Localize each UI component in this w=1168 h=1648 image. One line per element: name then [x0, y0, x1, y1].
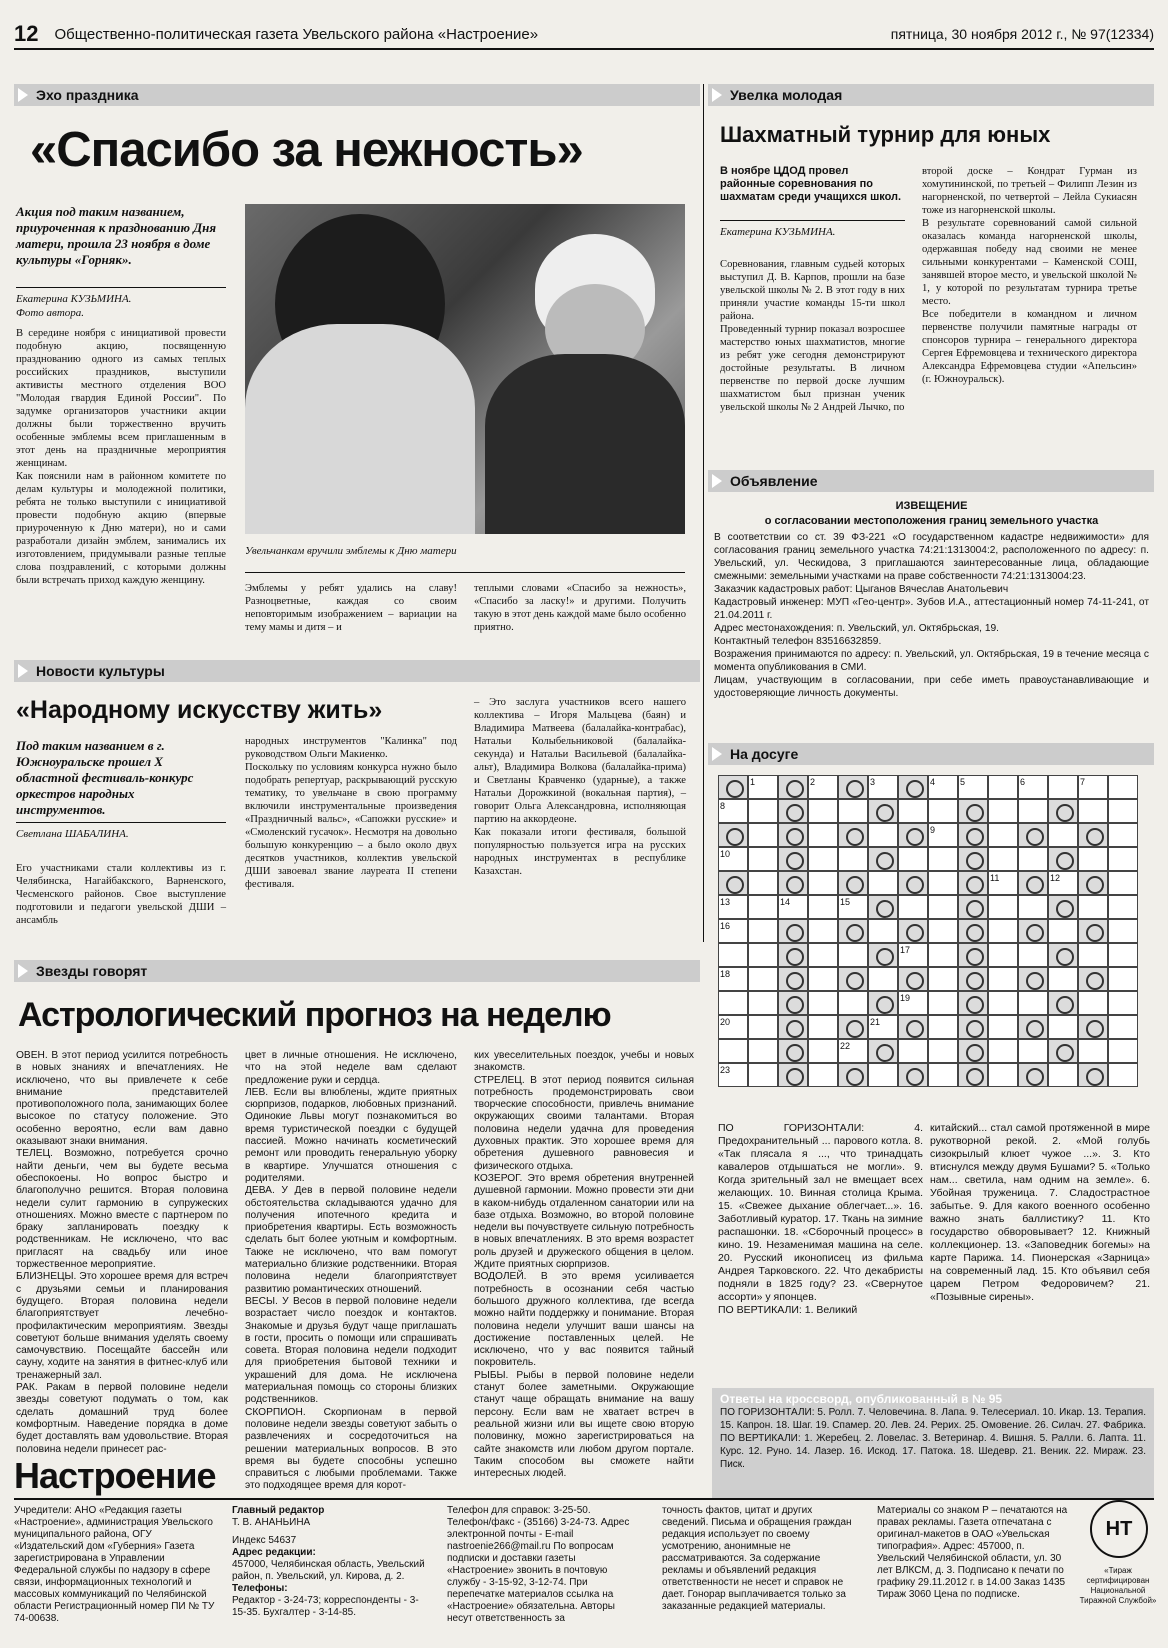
crossword-block-cell — [958, 847, 988, 871]
notice-title: ИЗВЕЩЕНИЕ — [895, 500, 968, 512]
crossword-numbered-cell[interactable]: 14 — [778, 895, 808, 919]
crossword-cell[interactable] — [988, 1063, 1018, 1087]
crossword-cell[interactable] — [808, 991, 838, 1015]
crossword-block-cell — [1078, 967, 1108, 991]
crossword-block-cell — [838, 967, 868, 991]
crossword-numbered-cell[interactable]: 13 — [718, 895, 748, 919]
rubric-culture: Новости культуры — [14, 660, 700, 682]
crossword-cell[interactable] — [1018, 895, 1048, 919]
circulation-seal-icon: НТ — [1090, 1500, 1148, 1558]
crossword-block-cell — [778, 967, 808, 991]
crossword-block-cell — [1048, 847, 1078, 871]
footer-contacts: Телефон для справок: 3-25-50. Телефон/факс - (35166) 3-24-73. Адрес электронной почты - E-mail nastroenie266@mail.ru По вопросам подписки и доставки газеты «Настроение» звонить в почтовую службу - 3-15-92, 3-12-74. При перепечатке материалов ссылка на «Настроение» обязательна. Авторы несут ответственность за — [447, 1505, 630, 1624]
boy-shirt — [245, 324, 475, 534]
crossword-block-cell — [958, 1063, 988, 1087]
crossword-numbered-cell[interactable]: 9 — [928, 823, 958, 847]
crossword-cell[interactable] — [928, 895, 958, 919]
rubric-astro: Звезды говорят — [14, 960, 700, 982]
crossword-cell[interactable] — [838, 991, 868, 1015]
astro-col1: ОВЕН. В этот период усилится потребность в новых знаниях и впечатлениях. Не исключено, что вы привлечете к себе внимание представителей противоположного пола, занимающих более высокое по статусу положение. Это особенно вероятно, если вам давно оказывают знаки внимания. ТЕЛЕЦ. Возможно, потребуется срочно найти деньги, чем вы будете весьма обеспокоены. Но вопрос быстро и благополучно решится. Вторая половина недели сулит гармонию в супружеских отношениях. Можно вместе с партнером по браку запланировать поездку к родственникам. Не исключено, что вас пригласят на свадьбу или иное торжественное мероприятие. БЛИЗНЕЦЫ. Это хорошее время для встреч с друзьями семьи и планирования будущего. Вторая половина недели благоприятствует лечебно-профилактическим мероприятиям. Звезды советуют больше внимания уделять своему самочувствию. Посещайте бассейн или сауну, ходите на занятия в фитнес-клуб или тренажерный зал. РАК. Ракам в первой половине недели звезды советуют подумать о том, как сделать домашний труд более комфортным. Наведение порядка в доме будет доставлять вам удовольствие. Вторая половина недели принесет рас- — [16, 1050, 228, 1455]
arrow-icon — [712, 474, 722, 488]
crossword-cell[interactable] — [988, 1015, 1018, 1039]
crossword-numbered-cell[interactable]: 7 — [1078, 775, 1108, 799]
issue-date: пятница, 30 ноября 2012 г., № 97(12334) — [890, 26, 1154, 42]
crossword-block-cell — [718, 823, 748, 847]
crossword-block-cell — [868, 943, 898, 967]
crossword-block-cell — [778, 1063, 808, 1087]
footer-editorial: Главный редактор Т. В. АНАНЬИНА Индекс 54637 Адрес редакции: 457000, Челябинская область, Увельский район, п. Увельский, ул. Кирова, д. 2. Телефоны: Редактор - 3-24-73; корреспонденты - 3-15-35. Бухгалтер - 3-14-85. — [232, 1505, 425, 1618]
footer-founders: Учредители: АНО «Редакция газеты «Настроение», администрация Увельского муниципального района, ОГУ «Издательский дом «Губерния» Газета зарегистрирована в Управлении Федеральной службы по надзору в сфере связи, информационных технологий и массовых коммуникаций по Челябинской области Регистрационный номер ПИ № ТУ 74-00638. — [14, 1505, 215, 1624]
crossword-cell[interactable] — [1078, 943, 1108, 967]
crossword-cell[interactable] — [928, 847, 958, 871]
crossword-cell[interactable] — [1078, 991, 1108, 1015]
lead-spasibo: Акция под таким названием, приуроченная к празднованию Дня матери, прошла 23 ноября в доме культуры «Горняк». — [16, 204, 217, 267]
crossword-numbered-cell[interactable]: 2 — [808, 775, 838, 799]
crossword-cell[interactable] — [988, 895, 1018, 919]
article-culture-col3: – Это заслуга участников всего нашего коллектива – Игоря Мальцева (баян) и Владимира Матвеева (балалайка-контрабас), Натальи Колыбельниковой (балалайка-секунда) и Натальи Васильевой (балалайка-альт), Владимира Волкова (балалайка-прима) и Светланы Кравченко (ударные), а также Натальи Дорожкиной (вокальная партия), – говорит Ольга Александровна, исполняющая партию на аккордеоне. Как показали итоги фестиваля, большой популярностью пользуется игра на русских народных инструментах в республике Казахстан. — [474, 697, 686, 877]
crossword-cell[interactable] — [928, 991, 958, 1015]
arrow-icon — [18, 964, 28, 978]
crossword-block-cell — [778, 943, 808, 967]
crossword-cell[interactable] — [1078, 799, 1108, 823]
crossword-block-cell — [718, 775, 748, 799]
crossword-cell[interactable] — [1018, 799, 1048, 823]
crossword-cell[interactable] — [1078, 847, 1108, 871]
crossword-block-cell — [1018, 919, 1048, 943]
crossword-cell[interactable] — [1108, 871, 1138, 895]
crossword-block-cell — [718, 871, 748, 895]
crossword-cell[interactable] — [808, 871, 838, 895]
crossword-cell[interactable] — [1108, 919, 1138, 943]
crossword-cell[interactable] — [748, 991, 778, 1015]
crossword-block-cell — [958, 895, 988, 919]
byline-spasibo: Екатерина КУЗЬМИНА. Фото автора. — [16, 287, 226, 320]
crossword-block-cell — [898, 1015, 928, 1039]
crossword-cell[interactable] — [748, 847, 778, 871]
crossword-cell[interactable] — [1048, 1063, 1078, 1087]
crossword-block-cell — [958, 799, 988, 823]
crossword-numbered-cell[interactable]: 12 — [1048, 871, 1078, 895]
footer-logo: Настроение — [14, 1455, 216, 1496]
crossword-cell[interactable] — [808, 1039, 838, 1063]
crossword-answers — [712, 1388, 1154, 1500]
crossword-block-cell — [1048, 991, 1078, 1015]
crossword-cell[interactable] — [1048, 775, 1078, 799]
rubric-chess: Увелка молодая — [708, 84, 1154, 106]
crossword-cell[interactable] — [748, 1039, 778, 1063]
crossword-block-cell — [898, 823, 928, 847]
notice-subtitle: о согласовании местоположения границ земельного участка — [764, 515, 1099, 527]
crossword-cell[interactable] — [988, 1039, 1018, 1063]
crossword-block-cell — [1048, 799, 1078, 823]
rubric-leisure: На досуге — [708, 743, 1154, 765]
crossword-cell[interactable] — [928, 799, 958, 823]
crossword-cell[interactable] — [1048, 967, 1078, 991]
rubric-notice: Объявление — [708, 470, 1154, 492]
article-chess-col1: Соревнования, главным судьей которых выступил Д. В. Карпов, прошли на базе увельской школы № 2. В этот году в них приняли участие команды 15-ти школ района. Проведенный турнир показал возросшее мастерство юных шахматистов, многие из ребят уже сегодня демонстрируют достойные результаты. В личном первенстве по первой доске лучшим шахматистом был признан ученик увельской школы № 2 Андрей Лычко, по — [720, 259, 905, 413]
crossword-cell[interactable] — [1108, 967, 1138, 991]
crossword-cell[interactable] — [988, 967, 1018, 991]
headline-chess: Шахматный турнир для юных — [720, 122, 1051, 147]
crossword-cell[interactable] — [1048, 1015, 1078, 1039]
crossword-numbered-cell[interactable]: 18 — [718, 967, 748, 991]
crossword-cell[interactable] — [808, 823, 838, 847]
crossword-cell[interactable] — [718, 943, 748, 967]
crossword-cell[interactable] — [898, 799, 928, 823]
crossword-cell[interactable] — [988, 775, 1018, 799]
crossword-block-cell — [1048, 895, 1078, 919]
crossword-cell[interactable] — [1108, 943, 1138, 967]
answers-text: ПО ГОРИЗОНТАЛИ: 5. Ролл. 7. Человечина. 8. Лапа. 9. Телесериал. 10. Икар. 13. Терапия. 15. Капрон. 18. Шаг. 19. Спамер. 20. Лев. 24. Рерих. 25. Омовение. 26. Силач. 27. Фабрика. ПО ВЕРТИКАЛИ: 1. Жеребец. 2. Ловелас. 3. Ветеринар. 4. Вишня. 5. Ралли. 6. Лапта. 11. Курс. 12. Руно. 14. Лазер. 16. Искод. 17. Патока. 18. Шедевр. 21. Веник. 22. Мираж. 23. Писк. — [720, 1407, 1146, 1470]
crossword-cell[interactable] — [868, 919, 898, 943]
crossword-block-cell — [778, 919, 808, 943]
crossword-cell[interactable] — [1018, 943, 1048, 967]
crossword-cell[interactable] — [1108, 1063, 1138, 1087]
crossword-cell[interactable] — [748, 919, 778, 943]
crossword-cell[interactable] — [988, 823, 1018, 847]
newspaper-title: Общественно-политическая газета Увельского района «Настроение» — [54, 25, 539, 43]
crossword-block-cell — [778, 871, 808, 895]
crossword-block-cell — [838, 823, 868, 847]
woman-coat — [485, 354, 685, 534]
crossword-numbered-cell[interactable]: 6 — [1018, 775, 1048, 799]
crossword-cell[interactable] — [808, 1015, 838, 1039]
crossword-numbered-cell[interactable]: 8 — [718, 799, 748, 823]
crossword-cell[interactable] — [748, 823, 778, 847]
crossword-block-cell — [838, 871, 868, 895]
crossword-cell[interactable] — [1018, 991, 1048, 1015]
article-culture-col2: народных инструментов "Калинка" под руководством Ольги Макиенко. Поскольку по условиям конкурса нужно было подобрать репертуар, раскрывающий русскую тематику, то увельчане в свою программу включили инструментальные произведения «Праздничный вальс», «Сапожки русские» и «Смоленский гусачок». Несмотря на довольно большую конкуренцию – а было около двух десятков участников, коллектив увельской ДШИ завоевал звание лауреата II степени фестиваля. — [245, 736, 457, 890]
crossword-block-cell — [1078, 919, 1108, 943]
crossword-block-cell — [778, 847, 808, 871]
lead-chess: В ноябре ЦДОД провел районные соревнования по шахматам среди учащихся школ. — [720, 165, 902, 203]
lead-culture: Под таким названием в г. Южноуральске прошел X областной фестиваль-конкурс оркестров народных инструментов. — [16, 738, 194, 817]
crossword-block-cell — [838, 1015, 868, 1039]
crossword-cell[interactable] — [928, 967, 958, 991]
footer-printing: Материалы со знаком Р – печатаются на правах рекламы. Газета отпечатана с оригинал-макетов в ОАО «Увельская типография». Адрес: 457000, п. Увельский Челябинской области, ул. 30 лет ВЛКСМ, д. 3. Подписано к печати по графику 29.11.2012 г. в 14.00 Заказ 1435 Тираж 3060 Цена по подписке. — [877, 1505, 1068, 1600]
crossword-block-cell — [1018, 823, 1048, 847]
crossword-block-cell — [1078, 1063, 1108, 1087]
crossword-block-cell — [868, 895, 898, 919]
headline-spasibo: «Спасибо за нежность» — [30, 123, 583, 177]
crossword-block-cell — [898, 775, 928, 799]
arrow-icon — [712, 88, 722, 102]
crossword-block-cell — [868, 847, 898, 871]
crossword-block-cell — [778, 775, 808, 799]
crossword-block-cell — [1048, 1039, 1078, 1063]
crossword-block-cell — [868, 799, 898, 823]
article-chess-col2: второй доске – Кондрат Гурман из хомутининской, по третьей – Филипп Лезин из нагорненской, по четвертой – Лейла Сукиасян тоже из нагорненской школы. В результате соревнований самой сильной оказалась команда нагорненской школы, одержавшая победу над своими не менее сильными конкурентами – Каменской СОШ, занявшей второе место, и увельской школой № 1, у которой по результатам турнира третье место. Все победители в командном и личном первенстве получили памятные награды от спонсоров турнира – генерального директора Сергея Ефремовцева и технического директора Александра Ефремовцева студии «Апельсин» (г. Южноуральск). — [922, 166, 1137, 385]
article-spasibo-col1: В середине ноября с инициативой провести подобную акцию, посвященную празднованию одного из самых теплых российских праздников, выступили активисты местного отделения ВОО "Молодая гвардия Единой России". По задумке организаторов участники акции должны были торжественно вручить особенные эмблемы всем приглашенным в этот день на праздничные мероприятия женщинам. Как пояснили нам в районном комитете по делам культуры и молодежной политики, ребята не только выступили с инициативой провести подобную акцию (впервые приуроченную к Дню матери), но и сами разработали дизайн эмблем, занимались их изготовлением, придумывали разные теплые слова поздравлений, с которыми должны были встречать приход каждую женщину. — [16, 328, 226, 586]
crossword-cell[interactable] — [868, 1063, 898, 1087]
page-header — [14, 20, 1154, 50]
crossword-cell[interactable] — [868, 823, 898, 847]
crossword-cell[interactable] — [988, 799, 1018, 823]
crossword-numbered-cell[interactable]: 11 — [988, 871, 1018, 895]
crossword-block-cell — [1048, 943, 1078, 967]
crossword-cell[interactable] — [898, 847, 928, 871]
crossword-cell[interactable] — [988, 847, 1018, 871]
rubric-echo: Эхо праздника — [14, 84, 700, 106]
crossword-cell[interactable] — [868, 871, 898, 895]
crossword-block-cell — [898, 1063, 928, 1087]
article-spasibo-col2: Эмблемы у ребят удались на славу! Разноцветные, каждая со своим неповторимым изображением – вариации на тему мамы и дитя – и — [245, 583, 457, 633]
crossword-clues-col2: китайский... стал самой протяженной в мире рукотворной рекой. 2. «Мой голубь сизокрылый клюет чужое ...». 3. Кто втиснулся между двумя Бушами? 5. «Только нам... светила, нам одним на земле». 6. Убойная труженица. 7. Сладострастное забытье. 9. Для какого военного особенно важно знать баллистику? 11. Кто государство обворовывает? 12. Книжный коллекционер. 13. «Заповедник богемы» на карте Парижа. 14. Пионерская «Зарница» на современный лад. 15. Кто объявил себя царем Петром Федоровичем? 21. «Позывные сирены». — [930, 1122, 1150, 1303]
crossword-cell[interactable] — [1108, 1015, 1138, 1039]
crossword-block-cell — [1018, 871, 1048, 895]
photo-emblems — [245, 204, 685, 534]
astro-col3: ких увеселительных поездок, учебы и новых знакомств. СТРЕЛЕЦ. В этот период появится сильная потребность продемонстрировать свои творческие способности, привлечь внимание окружающих своими талантами. Вторая половина недели удачна для проведения духовных практик. Это хорошее время для обретения душевного равновесия и физического отдыха. КОЗЕРОГ. Это время обретения внутренней душевной гармонии. Можно провести эти дни в каком-нибудь отдаленном санатории или на базе отдыха. Возможно, во второй половине недели вы почувствуете сильную потребность в новых впечатлениях. В это время возрастет роль друзей и дружеского общения в целом. Ждите приятных сюрпризов. ВОДОЛЕЙ. В это время усиливается потребность в осознании себя частью большого дружного коллектива, где всегда можно найти поддержку и понимание. Вторая половина недели улучшит ваши шансы на достижение поставленных целей. Не исключено, что у вас появится тайный покровитель. РЫБЫ. Рыбы в первой половине недели станут более заметными. Окружающие станут чаще обращать внимание на вашу персону. Если вам не хватает встреч в реальной жизни или вы ищете свою вторую половинку, можно зарегистрироваться на сайте знакомств или любом другом портале. Таким способом вы сможете найти интересных людей. — [474, 1050, 694, 1480]
crossword-cell[interactable] — [1108, 823, 1138, 847]
crossword-block-cell — [1078, 1015, 1108, 1039]
crossword-block-cell — [1018, 1063, 1048, 1087]
crossword-cell[interactable] — [1108, 775, 1138, 799]
crossword-block-cell — [838, 775, 868, 799]
crossword-cell[interactable] — [1018, 847, 1048, 871]
headline-culture: «Народному искусству жить» — [16, 696, 383, 724]
crossword-cell[interactable] — [928, 1039, 958, 1063]
notice-body: В соответствии со ст. 39 ФЗ-221 «О государственном кадастре недвижимости» для согласования границ земельного участка 74:21:1313004:2, расположенного по адресу: п. Увельский, ул. Ческидова, 3 приглашаются заинтересованные лица, обладающие смежными: земельными участками на праве собственности 74:21:1313004:23. Заказчик кадастровых работ: Цыганов Вячеслав Анатольевич Кадастровый инженер: МУП «Гео-центр». Зубов И.А., аттестационный номер 74-11-241, от 21.04.2011 г. Адрес местонахождения: п. Увельский, ул. Октябрьская, 19. Контактный телефон 83516632859. Возражения принимаются по адресу: п. Увельский, ул. Октябрьская, 19 в течение месяца с момента опубликования в СМИ. Лицам, участвующим в согласовании, при себе иметь правоустанавливающие и удостоверяющие личность документы. — [714, 532, 1149, 699]
crossword-cell[interactable] — [748, 895, 778, 919]
crossword-block-cell — [958, 823, 988, 847]
crossword-cell[interactable] — [988, 991, 1018, 1015]
crossword-cell[interactable] — [838, 799, 868, 823]
crossword-cell[interactable] — [1018, 1039, 1048, 1063]
crossword-cell[interactable] — [1078, 895, 1108, 919]
footer-responsibility: точность фактов, цитат и других сведений. Письма и обращения граждан редакция использует по своему усмотрению, анонимные не рассматриваются. За содержание рекламы и объявлений редакция ответственности не несет и справок не дает. Гонорар выплачивается только за заказанные редакцией материалы. — [662, 1505, 852, 1612]
crossword-block-cell — [958, 871, 988, 895]
crossword-cell[interactable] — [928, 1063, 958, 1087]
crossword-cell[interactable] — [808, 895, 838, 919]
crossword-block-cell — [778, 823, 808, 847]
arrow-icon — [712, 747, 722, 761]
crossword-cell[interactable] — [988, 943, 1018, 967]
crossword-numbered-cell[interactable]: 4 — [928, 775, 958, 799]
byline-culture: Светлана ШАБАЛИНА. — [16, 822, 226, 841]
arrow-icon — [18, 664, 28, 678]
crossword-cell[interactable] — [718, 991, 748, 1015]
crossword-cell[interactable] — [1078, 1039, 1108, 1063]
photo-caption: Увельчанкам вручили эмблемы к Дню матери — [245, 545, 457, 557]
crossword-numbered-cell[interactable]: 1 — [748, 775, 778, 799]
crossword-cell[interactable] — [1048, 823, 1078, 847]
crossword-cell[interactable] — [928, 919, 958, 943]
crossword-numbered-cell[interactable]: 16 — [718, 919, 748, 943]
crossword-block-cell — [778, 991, 808, 1015]
crossword-block-cell — [868, 1039, 898, 1063]
crossword-cell[interactable] — [1048, 919, 1078, 943]
crossword-cell[interactable] — [1108, 799, 1138, 823]
astro-col2: цвет в личные отношения. Не исключено, что на этой неделе вам сделают предложение руки и сердца. ЛЕВ. Если вы влюблены, ждите приятных сюрпризов, подарков, любовных признаний. Одинокие Львы могут познакомиться во время туристической поездки с будущей пассией. Можно начинать косметический ремонт или проводить генеральную уборку в квартире. Улучшатся отношения с родителями. ДЕВА. У Дев в первой половине недели обстоятельства складываются удачно для получения ипотечного кредита и приобретения квартиры. Есть возможность сделать быт более уютным и комфортным. Также не исключено, что вам помогут материально близкие родственники. Вторая половина недели благоприятствует развитию романтических отношений. ВЕСЫ. У Весов в первой половине недели возрастает число поездок и контактов. Знакомые и друзья будут чаще приглашать в гости, просить о помощи или спрашивать совета. Вторая половина недели подходит для приобретения бытовой техники и украшений для дома. Не исключена материальная помощь со стороны близких родственников. СКОРПИОН. Скорпионам в первой половине недели звезды советуют забыть о развлечениях и сосредоточиться на решении материальных вопросов. В это время вы будете способны успешно справиться с любыми проблемами. Также это подходящее время для корот- — [245, 1050, 457, 1492]
crossword-cell[interactable] — [988, 919, 1018, 943]
headline-astro: Астрологический прогноз на неделю — [18, 996, 611, 1034]
crossword-numbered-cell[interactable]: 21 — [868, 1015, 898, 1039]
divider — [245, 572, 685, 573]
crossword-cell[interactable] — [928, 871, 958, 895]
crossword-numbered-cell[interactable]: 10 — [718, 847, 748, 871]
crossword-numbered-cell[interactable]: 3 — [868, 775, 898, 799]
crossword-cell[interactable] — [808, 847, 838, 871]
crossword-clues-col1: ПО ГОРИЗОНТАЛИ: 4. Предохранительный ... парового котла. 8. «Так плясала я ..., что тринадцать кавалеров отдышаться не могли». 9. Когда зрительный зал не вмещает всех желающих. 10. Винная столица Крыма. 15. «Свежее дыхание облегчает...». 16. Заботливый куратор. 17. Ткань на зимние распашонки. 18. «Сборочный процесс» в кино. 19. Незаменимая машина на селе. 20. Русский иконописец из фильма Андрея Тарковского. 22. Что декабристы подняли в 1825 году? 23. «Свернутое ассорти» у японцев. ПО ВЕРТИКАЛИ: 1. Великий — [718, 1122, 923, 1316]
crossword-block-cell — [868, 991, 898, 1015]
crossword-cell[interactable] — [868, 967, 898, 991]
answers-title: Ответы на кроссворд, опубликованный в № 95 — [720, 1392, 1003, 1406]
crossword-cell[interactable] — [1108, 895, 1138, 919]
crossword-cell[interactable] — [808, 1063, 838, 1087]
crossword-cell[interactable] — [748, 799, 778, 823]
crossword-block-cell — [778, 799, 808, 823]
seal-caption: «Тираж сертифицирован Национальной Тиражной Службой» — [1079, 1566, 1157, 1605]
crossword-cell[interactable] — [1108, 991, 1138, 1015]
crossword-cell[interactable] — [1108, 847, 1138, 871]
crossword-numbered-cell[interactable]: 5 — [958, 775, 988, 799]
crossword-grid[interactable] — [718, 775, 1138, 1095]
crossword-block-cell — [958, 967, 988, 991]
crossword-cell[interactable] — [898, 1039, 928, 1063]
crossword-block-cell — [1018, 1015, 1048, 1039]
crossword-block-cell — [778, 1039, 808, 1063]
crossword-cell[interactable] — [748, 871, 778, 895]
crossword-block-cell — [958, 991, 988, 1015]
page-number: 12 — [14, 21, 39, 46]
crossword-cell[interactable] — [748, 967, 778, 991]
footer-rule — [14, 1498, 1154, 1500]
crossword-cell[interactable] — [748, 1063, 778, 1087]
crossword-cell[interactable] — [748, 1015, 778, 1039]
crossword-numbered-cell[interactable]: 19 — [898, 991, 928, 1015]
crossword-block-cell — [898, 871, 928, 895]
crossword-block-cell — [838, 1063, 868, 1087]
crossword-cell[interactable] — [808, 919, 838, 943]
crossword-block-cell — [838, 919, 868, 943]
crossword-cell[interactable] — [838, 943, 868, 967]
crossword-cell[interactable] — [718, 1039, 748, 1063]
crossword-block-cell — [1078, 823, 1108, 847]
crossword-block-cell — [958, 1015, 988, 1039]
arrow-icon — [18, 88, 28, 102]
crossword-numbered-cell[interactable]: 17 — [898, 943, 928, 967]
crossword-block-cell — [898, 967, 928, 991]
crossword-cell[interactable] — [928, 943, 958, 967]
crossword-numbered-cell[interactable]: 23 — [718, 1063, 748, 1087]
crossword-block-cell — [958, 1039, 988, 1063]
crossword-cell[interactable] — [748, 943, 778, 967]
crossword-block-cell — [958, 943, 988, 967]
crossword-block-cell — [958, 919, 988, 943]
crossword-block-cell — [778, 1015, 808, 1039]
crossword-cell[interactable] — [1108, 1039, 1138, 1063]
crossword-numbered-cell[interactable]: 15 — [838, 895, 868, 919]
crossword-cell[interactable] — [898, 895, 928, 919]
crossword-numbered-cell[interactable]: 22 — [838, 1039, 868, 1063]
crossword-cell[interactable] — [838, 847, 868, 871]
crossword-cell[interactable] — [928, 1015, 958, 1039]
crossword-cell[interactable] — [808, 799, 838, 823]
crossword-block-cell — [1078, 871, 1108, 895]
crossword-block-cell — [898, 919, 928, 943]
article-spasibo-col3: теплыми словами «Спасибо за нежность», «Спасибо за ласку!» и другими. Получить такую в этот день каждой маме было особенно приятно. — [474, 583, 686, 633]
crossword-cell[interactable] — [808, 967, 838, 991]
article-culture-col1: Его участниками стали коллективы из г. Челябинска, Нагайбакского, Варненского, Чесменского районов. Свое выступление подготовили и педагоги увельской ДШИ – ансамбль — [16, 863, 226, 926]
crossword-block-cell — [1018, 967, 1048, 991]
crossword-numbered-cell[interactable]: 20 — [718, 1015, 748, 1039]
crossword-cell[interactable] — [808, 943, 838, 967]
column-rule — [703, 84, 704, 942]
byline-chess: Екатерина КУЗЬМИНА. — [720, 220, 905, 239]
